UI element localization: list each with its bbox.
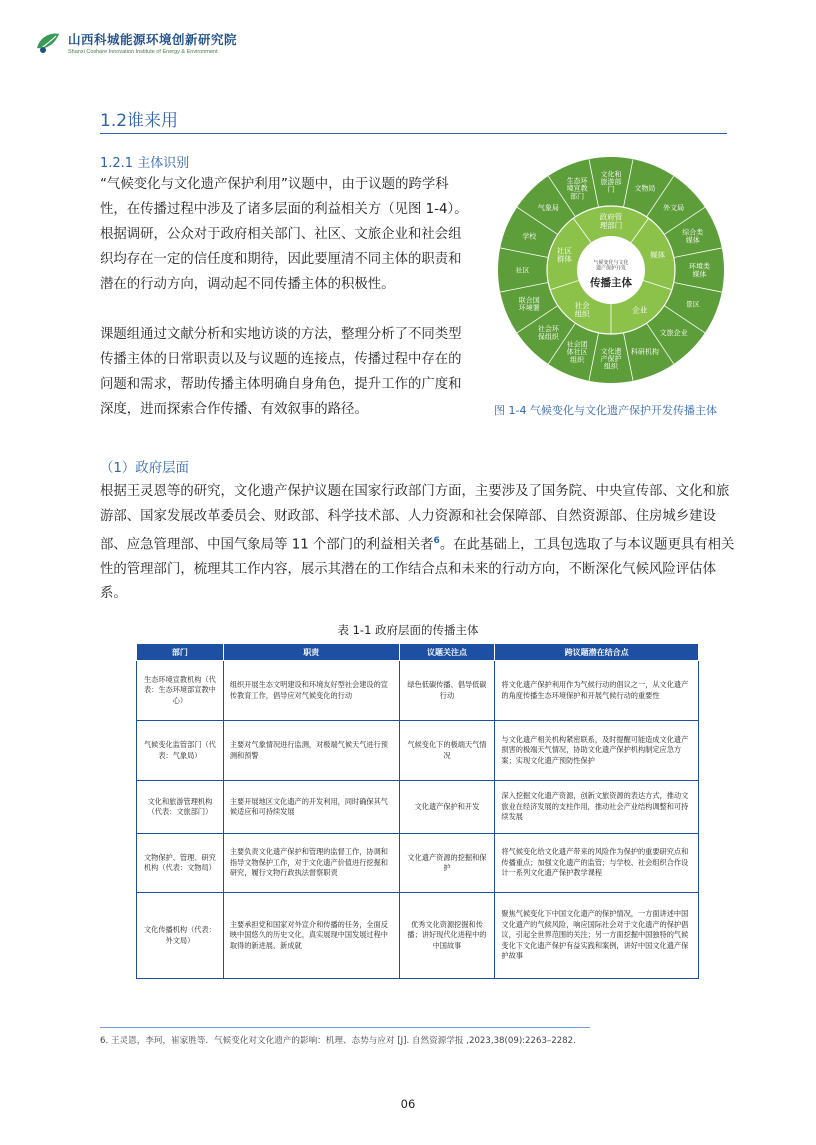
section-divider xyxy=(100,133,727,134)
gov-level-title: （1）政府层面 xyxy=(100,461,189,476)
section-title: 1.2谁来用 xyxy=(100,111,179,131)
stakeholder-wheel-diagram xyxy=(496,155,726,385)
intro-text xyxy=(100,172,470,422)
gov-level-paragraph xyxy=(100,480,735,607)
header-department: 部门 xyxy=(137,644,224,661)
outer-segment-label: 社会团体社区组织 xyxy=(566,340,588,364)
outer-segment-label: 综合类媒体 xyxy=(682,228,704,245)
cell-duties: 主要负责文化遗产保护和管理的监督工作，协调和指导文物保护工作，对于文化遗产价值进行挖掘和研究，履行文物行政执法督察职责 xyxy=(223,834,399,893)
table-row xyxy=(137,834,699,893)
header-focus: 议题关注点 xyxy=(399,644,495,661)
outer-segment-label: 文化遗产保护组织 xyxy=(600,347,622,371)
cell-department: 文化传播机构（代表：外文局） xyxy=(137,893,224,979)
outer-segment-label: 生态环境宣教部门 xyxy=(566,176,588,201)
gov-body-text-2: 。在此基础上，工具包选取了与本议题更具有相关性的管理部门，梳理其工作内容，展示其潜在的工作结合点和未来的行动方向，不断深化气候风险评估体系。 xyxy=(100,537,735,602)
outer-segment-label: 文化和旅游部门 xyxy=(600,170,622,194)
outer-segment-label: 社会环保组织 xyxy=(537,325,559,341)
cell-department: 文物保护、管理、研究机构（代表：文物局） xyxy=(137,834,224,893)
table-header-row xyxy=(137,644,699,661)
cell-duties: 组织开展生态文明建设和环境友好型社会建设的宣传教育工作，倡导应对气候变化的行动 xyxy=(223,661,399,721)
header-logo xyxy=(34,28,237,56)
center-subtitle: 气候变化与文化遗产保护开发 xyxy=(593,260,629,272)
table-caption: 表 1-1 政府层面的传播主体 xyxy=(337,623,479,637)
intro-paragraph-2: 课题组通过文献分析和实地访谈的方法，整理分析了不同类型传播主体的日常职责以及与议题的连接点，传播过程中存在的问题和需求，帮助传播主体明确自身角色，提升工作的广度和深度，进而探索合作传播、有效叙事的路径。 xyxy=(100,327,462,417)
cell-focus: 气候变化下的极端天气情况 xyxy=(399,721,495,781)
center-title: 传播主体 xyxy=(590,277,632,289)
cell-duties: 主要对气象情况进行监测，对极端气候天气进行预测和预警 xyxy=(223,721,399,781)
subsection-title: 1.2.1 主体识别 xyxy=(100,156,190,171)
cell-department: 文化和旅游管理机构（代表：文旅部门） xyxy=(137,781,224,834)
cell-focus: 文化遗产保护和开发 xyxy=(399,781,495,834)
cell-cross-issue: 将文化遗产保护利用作为气候行动的倡议之一，从文化遗产的角度传播生态环境保护和开展气候行动的重要性 xyxy=(495,661,699,721)
cell-cross-issue: 聚焦气候变化下中国文化遗产的保护情况，一方面讲述中国文化遗产的气候风险，响应国际社会对于文化遗产的保护倡议，引起全世界范围的关注；另一方面挖掘中国独特的气候变化下文化遗产保护有益实践和案例，讲好中国文化遗产保护故事 xyxy=(495,893,699,979)
inner-segment-label: 社会组织 xyxy=(574,301,590,319)
inner-segment-label: 企业 xyxy=(632,305,648,315)
figure-caption: 图 1-4 气候变化与文化遗产保护开发传播主体 xyxy=(494,404,717,417)
cell-focus: 优秀文化资源挖掘和传播；讲好现代化进程中的中国故事 xyxy=(399,893,495,979)
gov-stakeholder-table xyxy=(136,643,699,979)
table-row xyxy=(137,721,699,781)
outer-segment-label: 联合国环境署 xyxy=(518,296,540,313)
outer-segment-label: 外文局 xyxy=(663,203,685,212)
intro-paragraph-1: “气候变化与文化遗产保护利用”议题中，由于议题的跨学科性，在传播过程中涉及了诸多层面的利益相关方（见图 1-4）。根据调研，公众对于政府相关部门、社区、文旅企业和社会组织均存在一定的信任度和期待，因此要厘清不同主体的职责和潜在的行动方向，调动起不同传播主体的积极性。 xyxy=(100,177,468,292)
outer-segment-label: 社区 xyxy=(515,266,530,275)
cell-cross-issue: 深入挖掘文化遗产资源，创新文旅资源的表达方式，推动文旅业在经济发展的支柱作用，推动社会产业结构调整和可持续发展 xyxy=(495,781,699,834)
inner-segment-label: 社区群体 xyxy=(556,246,572,264)
outer-segment-label: 环境类媒体 xyxy=(689,262,710,279)
gov-body-text: 根据王灵恩等的研究，文化遗产保护议题在国家行政部门方面，主要涉及了国务院、中央宣传部、文化和旅游部、国家发展改革委员会、财政部、科学技术部、人力资源和社会保障部、自然资源部、住房城乡建设部、应急管理部、中国气象局等 11 个部门的利益相关者 xyxy=(100,484,730,553)
outer-segment-label: 气象局 xyxy=(537,203,559,212)
header-duties: 职责 xyxy=(223,644,399,661)
cell-department: 生态环境宣教机构（代表：生态环境部宣教中心） xyxy=(137,661,224,721)
cell-focus: 绿色低碳传播、倡导低碳行动 xyxy=(399,661,495,721)
outer-segment-label: 文旅企业 xyxy=(659,329,688,338)
table-row xyxy=(137,781,699,834)
footnote-divider xyxy=(100,1027,590,1028)
outer-segment-label: 科研机构 xyxy=(630,348,659,357)
footnote-ref[interactable]: 6 xyxy=(433,536,440,546)
leaf-logo-icon xyxy=(34,28,62,56)
header-cross-issue: 跨议题潜在结合点 xyxy=(495,644,699,661)
org-name-cn: 山西科城能源环境创新研究院 xyxy=(68,31,238,47)
outer-segment-label: 学校 xyxy=(522,232,537,241)
cell-cross-issue: 将气候变化给文化遗产带来的风险作为保护的重要研究点和传播重点；加强文化遗产的监管；与学校、社会组织合作设计一系列文化遗产保护教学课程 xyxy=(495,834,699,893)
footnote: 6. 王灵恩，李珂，崔家胜等．气候变化对文化遗产的影响：机理、态势与应对 [J]. 自然资源学报 ,2023,38(09):2263–2282. xyxy=(100,1036,576,1046)
inner-segment-label: 媒体 xyxy=(650,250,666,260)
cell-focus: 文化遗产资源的挖掘和保护 xyxy=(399,834,495,893)
outer-segment-label: 景区 xyxy=(685,300,700,309)
cell-duties: 主要承担党和国家对外宣介和传播的任务，全面反映中国悠久的历史文化，真实展现中国发展过程中取得的新进展、新成就 xyxy=(223,893,399,979)
inner-segment-label: 政府管理部门 xyxy=(599,212,623,230)
outer-segment-label: 文物局 xyxy=(634,184,656,193)
table-row xyxy=(137,893,699,979)
cell-cross-issue: 与文化遗产相关机构紧密联系，及时提醒可能造成文化遗产损害的极端天气情况，协助文化遗产保护机构制定应急方案；实现文化遗产预防性保护 xyxy=(495,721,699,781)
org-name-en: Shanxi Coshare Innovation Institute of Energy & Environment xyxy=(68,48,218,55)
cell-duties: 主要开展地区文化遗产的开发利用，同时确保其气候适应和可持续发展 xyxy=(223,781,399,834)
page-number: 06 xyxy=(400,1097,416,1111)
cell-department: 气候变化监管部门（代表：气象局） xyxy=(137,721,224,781)
table-row xyxy=(137,661,699,721)
